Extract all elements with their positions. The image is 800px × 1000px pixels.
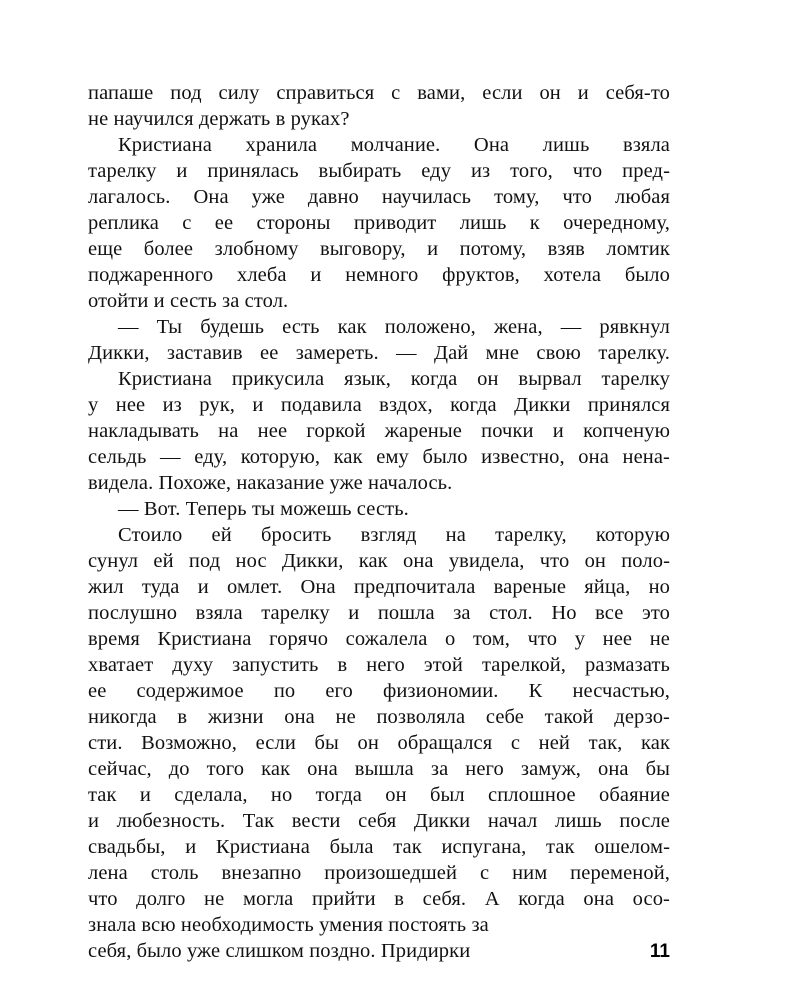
text-line: тарелку и принялась выбирать еду из того, что пред-: [88, 160, 670, 182]
text-line: никогда в жизни она не позволяла себе такой дерзо-: [88, 706, 670, 728]
text-line: сейчас, до того как она вышла за него замуж, она бы: [88, 758, 670, 780]
text-line: свадьбы, и Кристиана была так испугана, так ошелом-: [88, 836, 670, 858]
paragraph-start-line: — Вот. Теперь ты можешь сесть.: [118, 498, 409, 520]
paragraph-start-line: Стоило ей бросить взгляд на тарелку, которую: [118, 524, 670, 546]
text-line: так и сделала, но тогда он был сплошное обаяние: [88, 784, 670, 806]
text-line: лагалось. Она уже давно научилась тому, что любая: [88, 186, 670, 208]
paragraph-start-line: Кристиана хранила молчание. Она лишь взяла: [118, 134, 670, 156]
text-line: Дикки, заставив ее замереть. — Дай мне свою тарелку.: [88, 342, 670, 364]
text-line: себя, было уже слишком поздно. Придирки: [88, 940, 471, 962]
last-line-row: [88, 938, 670, 964]
text-line: ее содержимое по его физиономии. К несчастью,: [88, 680, 670, 702]
text-line: лена столь внезапно произошедшей с ним переменой,: [88, 862, 670, 884]
text-line: сти. Возможно, если бы он обращался с ней так, как: [88, 732, 670, 754]
text-line: папаше под силу справиться с вами, если он и себя-то: [88, 82, 670, 104]
text-line: что долго не могла прийти в себя. А когда она осо-: [88, 888, 670, 910]
text-line: сельдь — еду, которую, как ему было известно, она нена-: [88, 446, 670, 468]
text-line: реплика с ее стороны приводит лишь к очередному,: [88, 212, 670, 234]
text-line: видела. Похоже, наказание уже началось.: [88, 472, 453, 494]
text-line: время Кристиана горячо сожалела о том, что у нее не: [88, 628, 670, 650]
text-line: у нее из рук, и подавила вздох, когда Дикки принялся: [88, 394, 670, 416]
paragraph-start-line: — Ты будешь есть как положено, жена, — рявкнул: [118, 316, 670, 338]
text-line: еще более злобному выговору, и потому, взяв ломтик: [88, 238, 670, 260]
text-line: отойти и сесть за стол.: [88, 290, 289, 312]
paragraph-start-line: Кристиана прикусила язык, когда он вырвал тарелку: [118, 368, 670, 390]
page-number: 11: [649, 941, 670, 962]
text-line: знала всю необходимость умения постоять за: [88, 914, 489, 936]
text-line: хватает духу запустить в него этой тарелкой, размазать: [88, 654, 670, 676]
text-line: накладывать на нее горкой жареные почки и копченую: [88, 420, 670, 442]
text-line: жил туда и омлет. Она предпочитала вареные яйца, но: [88, 576, 670, 598]
text-line: послушно взяла тарелку и пошла за стол. Но все это: [88, 602, 670, 624]
page-text: [88, 80, 670, 964]
text-line: поджаренного хлеба и немного фруктов, хотела было: [88, 264, 670, 286]
text-line: и любезность. Так вести себя Дикки начал лишь после: [88, 810, 670, 832]
text-line: сунул ей под нос Дикки, как она увидела, что он поло-: [88, 550, 670, 572]
text-line: не научился держать в руках?: [88, 108, 350, 130]
